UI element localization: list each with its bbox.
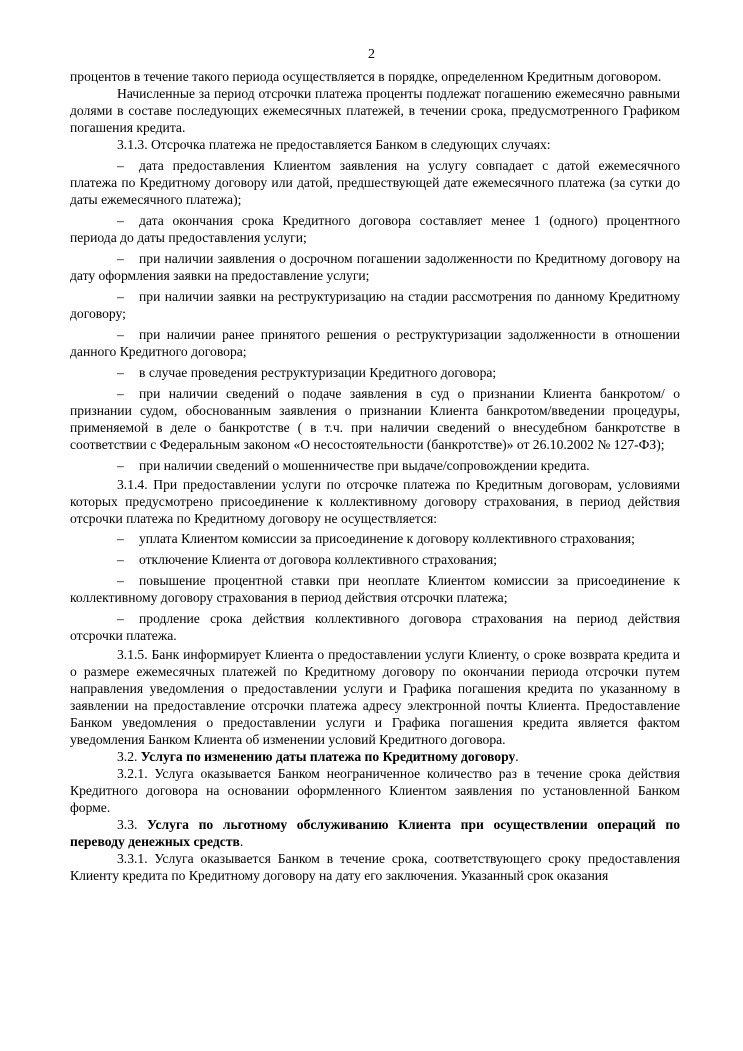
list-item-text: в случае проведения реструктуризации Кредитного договора; — [139, 365, 497, 380]
paragraph-3-1-3: 3.1.3. Отсрочка платежа не предоставляется Банком в следующих случаях: — [117, 137, 551, 152]
section-title-period: . — [515, 749, 519, 764]
section-title-period: . — [239, 834, 244, 849]
list-item-text: при наличии сведений о мошенничестве при выдаче/сопровождении кредита. — [139, 458, 590, 473]
list-item — [70, 288, 680, 322]
list-item-text: повышение процентной ставки при неоплате Клиентом комиссии за присоединение к коллективному договору страхования в период действия отсрочки платежа; — [70, 573, 680, 605]
paragraph-3-3-1: 3.3.1. Услуга оказывается Банком в течение срока, соответствующего сроку предоставления Клиенту кредита по Кредитному договору на дату его заключения. Указанный срок оказания — [70, 851, 680, 883]
paragraph-3-2-1: 3.2.1. Услуга оказывается Банком неограниченное количество раз в течение срока действия Кредитного договора на основании оформленного Клиентом заявления по установленной Банком форме. — [70, 766, 680, 815]
page-number: 2 — [368, 47, 375, 62]
section-number: 3.3. — [117, 817, 148, 832]
paragraph-continuation: процентов в течение такого периода осуществляется в порядке, определенном Кредитным договором. — [70, 69, 662, 84]
dash-bullet: – — [117, 365, 124, 380]
list-item — [70, 551, 680, 568]
section-heading-3-3 — [70, 816, 680, 850]
list-item-text: продление срока действия коллективного договора страхования на период действия отсрочки платежа. — [70, 611, 680, 643]
list-item — [70, 250, 680, 284]
list-item — [70, 385, 680, 453]
paragraph-accrued-interest: Начисленные за период отсрочки платежа проценты подлежат погашению ежемесячно равными долями в составе последующих ежемесячных платежей, в течении срока, предусмотренного Графиком погашения кредита. — [70, 86, 680, 135]
list-item-text: уплата Клиентом комиссии за присоединение к договору коллективного страхования; — [139, 531, 635, 546]
dash-bullet: – — [117, 531, 124, 546]
section-number: 3.2. — [117, 749, 141, 764]
list-item-text: при наличии ранее принятого решения о реструктуризации задолженности в отношении данного Кредитного договора; — [70, 327, 680, 359]
dash-bullet: – — [117, 289, 124, 304]
list-item-text: при наличии сведений о подаче заявления в суд о признании Клиента банкротом/ о признании судом, обоснованным заявления о признании Клиента банкротом/введении процедуры, применяемой в деле о банкротстве ( в т.ч. при наличии сведений о внесудебном банкротстве в соответствии с Федеральным законом «О несостоятельности (банкротстве)» от 26.10.2002 № 127-ФЗ); — [70, 386, 680, 452]
list-item-text: при наличии заявления о досрочном погашении задолженности по Кредитному договору на дату оформления заявки на предоставление услуги; — [70, 251, 680, 283]
list-item-text: при наличии заявки на реструктуризацию на стадии рассмотрения по данному Кредитному договору; — [70, 289, 680, 321]
list-item-text: дата предоставления Клиентом заявления на услугу совпадает с датой ежемесячного платежа по Кредитному договору или датой, предшествующей дате ежемесячного платежа (за сутки до даты ежемесячного платежа); — [70, 158, 680, 207]
list-item — [70, 530, 680, 547]
paragraph-3-1-4: 3.1.4. При предоставлении услуги по отсрочке платежа по Кредитным договорам, условиями которых предусмотрено присоединение к коллективному договору страхования, в период действия отсрочки платежа по Кредитному договору не осуществляется: — [70, 477, 680, 526]
dash-bullet: – — [117, 251, 124, 266]
list-item — [70, 364, 680, 381]
section-heading-3-2 — [70, 748, 680, 765]
document-body — [70, 68, 680, 884]
dash-bullet: – — [117, 327, 124, 342]
dash-bullet: – — [117, 573, 124, 588]
paragraph-3-1-5: 3.1.5. Банк информирует Клиента о предоставлении услуги Клиенту, о сроке возврата кредита и о размере ежемесячных платежей по Кредитному договору по окончании периода отсрочки путем направления уведомления о предоставлении услуги и Графика погашения кредита по указанному в заявлении на предоставление отсрочки платежа адресу электронной почты Клиента. Предоставление Банком уведомления о предоставлении услуги и Графика погашения кредита является фактом уведомления Банком Клиента об изменении условий Кредитного договора. — [70, 647, 680, 747]
list-item-text: отключение Клиента от договора коллективного страхования; — [139, 552, 498, 567]
list-item-text: дата окончания срока Кредитного договора составляет менее 1 (одного) процентного периода до даты предоставления услуги; — [70, 213, 680, 245]
list-item — [70, 157, 680, 208]
dash-bullet: – — [117, 158, 124, 173]
section-title: Услуга по льготному обслуживанию Клиента при осуществлении операций по переводу денежных средств — [70, 817, 680, 849]
section-title: Услуга по изменению даты платежа по Кредитному договору — [140, 749, 516, 764]
dash-bullet: – — [117, 611, 124, 626]
list-item — [70, 326, 680, 360]
list-item — [70, 572, 680, 606]
dash-bullet: – — [117, 213, 124, 228]
list-item — [70, 610, 680, 644]
dash-bullet: – — [117, 458, 124, 473]
list-item — [70, 457, 680, 474]
list-item — [70, 212, 680, 246]
dash-bullet: – — [117, 386, 124, 401]
dash-bullet: – — [117, 552, 124, 567]
